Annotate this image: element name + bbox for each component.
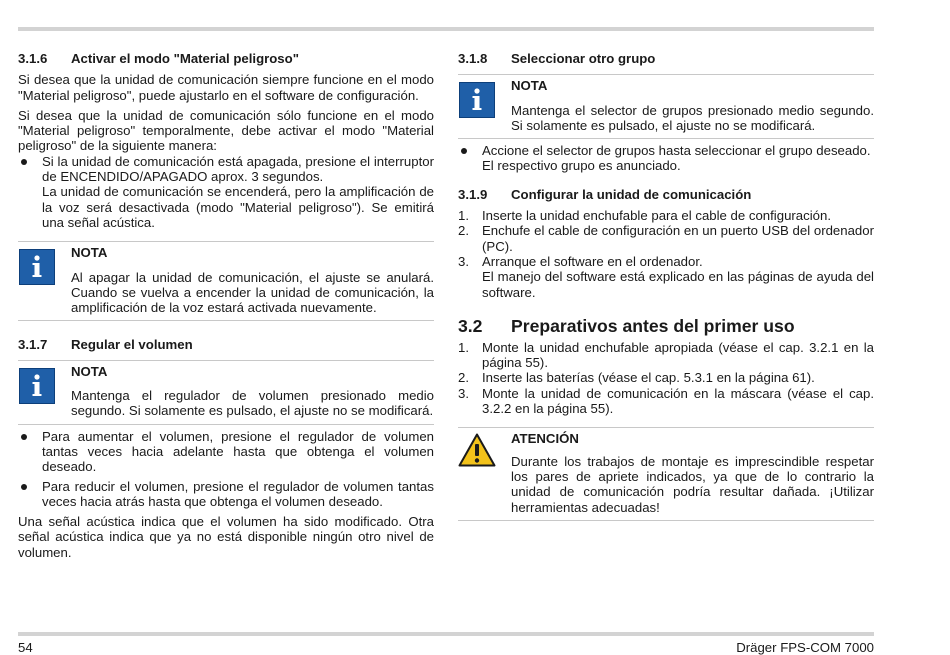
list-number: 1.: [458, 339, 469, 355]
page-number: 54: [18, 640, 33, 655]
footer-rule: [18, 632, 874, 636]
section-title: Activar el modo "Material peligroso": [71, 51, 299, 66]
section-number: 3.1.7: [18, 337, 48, 353]
bullet-text: Para aumentar el volumen, presione el regulador de volumen tantas veces hacia adelante hasta que obtenga el volumen deseado.: [42, 428, 434, 475]
list-text: Monte la unidad enchufable apropiada (véase el cap. 3.2.1 en la página 55).: [482, 339, 874, 371]
list-number: 1.: [458, 208, 469, 224]
section-title: Regular el volumen: [71, 337, 193, 353]
list-item: [458, 208, 874, 223]
section-3-1-7-heading: [18, 337, 434, 352]
list-text: Inserte la unidad enchufable para el cable de configuración.: [482, 208, 831, 224]
warning-triangle-icon: [458, 433, 496, 467]
note-text: Al apagar la unidad de comunicación, el ajuste se anulará. Cuando se vuelva a encender la unidad de comunicación, la amplificación de la voz estará activada nuevamente.: [71, 269, 434, 316]
bullet-icon: [458, 143, 482, 174]
note-title: NOTA: [511, 78, 548, 94]
list-number: 3.: [458, 385, 469, 401]
numbered-list: [458, 208, 874, 300]
section-number: 3.1.6: [18, 51, 48, 66]
note-box: [458, 74, 874, 139]
list-item: [458, 370, 874, 385]
paragraph: Si desea que la unidad de comunicación siempre funcione en el modo "Material peligroso", puede ajustarlo en el software de configuración.: [18, 72, 434, 103]
bullet-text: Si la unidad de comunicación está apagada, presione el interruptor de ENCENDIDO/APAGADO aprox. 3 segundos.: [42, 153, 434, 185]
section-title: Preparativos antes del primer uso: [511, 315, 795, 336]
bullet-text: Para reducir el volumen, presione el regulador de volumen tantas veces hacia atrás hasta que obtenga el volumen deseado.: [42, 478, 434, 509]
list-item: [458, 340, 874, 371]
product-name: Dräger FPS-COM 7000: [736, 640, 874, 655]
section-3-1-8-heading: [458, 51, 874, 66]
bullet-result-text: El respectivo grupo es anunciado.: [482, 158, 681, 174]
list-text: Inserte las baterías (véase el cap. 5.3.1 en la página 61).: [482, 370, 815, 386]
numbered-list: [458, 340, 874, 416]
section-title: Configurar la unidad de comunicación: [511, 186, 752, 202]
section-number: 3.1.9: [458, 186, 488, 202]
list-text: Enchufe el cable de configuración en un puerto USB del ordenador (PC).: [482, 223, 874, 254]
list-text: Arranque el software en el ordenador.: [482, 253, 703, 269]
warning-box: [458, 427, 874, 520]
note-text: Mantenga el regulador de volumen presionado medio segundo. Si solamente es pulsado, el ajuste no se modificará.: [71, 388, 434, 419]
list-item: [458, 386, 874, 417]
section-3-1-9-heading: [458, 187, 874, 202]
bullet-icon: [18, 479, 42, 510]
note-title: NOTA: [71, 363, 108, 379]
note-title: NOTA: [71, 245, 108, 261]
right-column: [458, 51, 874, 521]
bullet-text: Accione el selector de grupos hasta seleccionar el grupo deseado.: [482, 143, 871, 159]
info-icon: [459, 82, 495, 118]
note-text: Mantenga el selector de grupos presionado medio segundo. Si solamente es pulsado, el ajuste no se modificará.: [511, 102, 874, 133]
section-number: 3.2: [458, 315, 483, 336]
list-item: [458, 223, 874, 254]
list-number: 3.: [458, 253, 469, 269]
paragraph: Una señal acústica indica que el volumen ha sido modificado. Otra señal acústica indica que ya no está disponible ningún otro nivel de volumen.: [18, 514, 434, 560]
section-number: 3.1.8: [458, 51, 488, 66]
bullet-icon: [18, 429, 42, 475]
note-box: [18, 241, 434, 321]
list-text: Monte la unidad de comunicación en la máscara (véase el cap. 3.2.2 en la página 55).: [482, 385, 874, 417]
list-number: 2.: [458, 223, 469, 239]
list-item: [458, 254, 874, 300]
info-icon: [19, 368, 55, 404]
bullet-item: [458, 143, 874, 174]
section-3-1-6-heading: [18, 51, 434, 66]
header-rule: [18, 27, 874, 31]
list-number: 2.: [458, 370, 469, 386]
list-result-text: El manejo del software está explicado en las páginas de ayuda del software.: [482, 269, 874, 300]
paragraph: Si desea que la unidad de comunicación sólo funcione en el modo "Material peligroso" temporalmente, debe activar el modo "Material peligroso" de la siguiente manera:: [18, 107, 434, 154]
section-3-2-heading: [458, 316, 874, 336]
warning-title: ATENCIÓN: [511, 431, 579, 447]
left-column: [18, 51, 434, 560]
bullet-item: [18, 154, 434, 230]
bullet-item: [18, 429, 434, 475]
warning-text: Durante los trabajos de montaje es imprescindible respetar los pares de apriete indicados, ya que de lo contrario la unidad de comunicación podría resultar dañada. ¡Utilizar herramientas adecuadas!: [511, 453, 874, 515]
info-icon: [19, 249, 55, 285]
bullet-icon: [18, 154, 42, 230]
section-title: Seleccionar otro grupo: [511, 51, 656, 66]
bullet-result-text: La unidad de comunicación se encenderá, pero la amplificación de la voz será desactivada (modo "Material peligroso"). Se emitirá una señal acústica.: [42, 184, 434, 230]
bullet-item: [18, 479, 434, 510]
note-box: [18, 360, 434, 425]
